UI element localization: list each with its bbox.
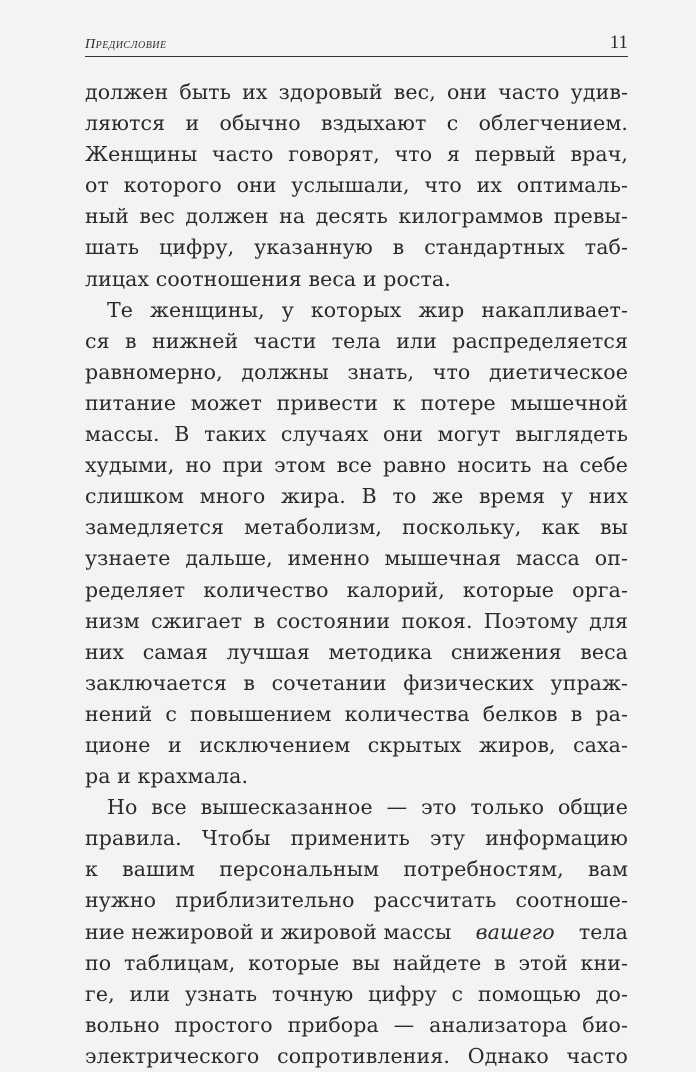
text-line: лицах соотношения веса и роста. [85,266,451,291]
running-title: Предисловие [85,37,167,52]
text-line: по таблицам, которые вы найдете в этой кни- [85,950,628,975]
text-line: ределяет количество калорий, которые орга- [85,577,628,602]
text-line: худыми, но при этом все равно носить на себе [85,453,628,478]
body-text [85,77,628,1072]
text-line: нений с повышением количества белков в ра- [85,701,628,726]
page-number: 11 [609,32,628,53]
text-line [85,917,628,948]
text-line: ге, или узнать точную цифру с помощью до- [85,981,628,1006]
text-line: электрического сопротивления. Однако часто [85,1043,628,1068]
text-segment: ние нежировой и жировой массы [85,919,452,944]
text-line: ляются и обычно вздыхают с облегчением. [85,111,628,136]
text-line: должен быть их здоровый вес, они часто удив- [85,80,628,104]
text-line: к вашим персональным потребностям, вам [85,857,628,882]
running-header [85,32,628,57]
text-line: низм сжигает в состоянии покоя. Поэтому для [85,608,628,633]
text-line: них самая лучшая методика снижения веса [85,639,628,664]
text-line: замедляется метаболизм, поскольку, как вы [85,515,628,540]
text-line: ный вес должен на десять килограммов превы- [85,204,628,229]
emphasized-word: вашего [475,919,555,944]
text-line: ся в нижней части тела или распределяется [85,328,628,353]
text-line: Те женщины, у которых жир накапливает- [107,297,628,322]
text-line: слишком много жира. В то же время у них [85,484,628,509]
text-line: массы. В таких случаях они могут выглядеть [85,422,628,447]
text-line: нужно приблизительно рассчитать соотноше- [85,888,628,913]
text-line: Женщины часто говорят, что я первый врач, [85,142,628,167]
text-line: питание может привести к потере мышечной [85,390,628,415]
text-line: шать цифру, указанную в стандартных таб- [85,235,628,260]
text-line: равномерно, должны знать, что диетическое [85,359,628,384]
text-line: правила. Чтобы применить эту информацию [85,826,628,851]
text-line: узнаете дальше, именно мышечная масса оп- [85,546,628,571]
text-line: ционе и исключением скрытых жиров, саха- [85,732,628,757]
text-line: ра и крахмала. [85,764,249,789]
text-line: от которого они услышали, что их оптималь- [85,173,628,198]
text-segment: тела [578,919,628,944]
text-line: вольно простого прибора — анализатора био- [85,1012,628,1037]
text-line: Но все вышесказанное — это только общие [107,795,628,820]
text-line: заключается в сочетании физических упраж- [85,670,628,695]
